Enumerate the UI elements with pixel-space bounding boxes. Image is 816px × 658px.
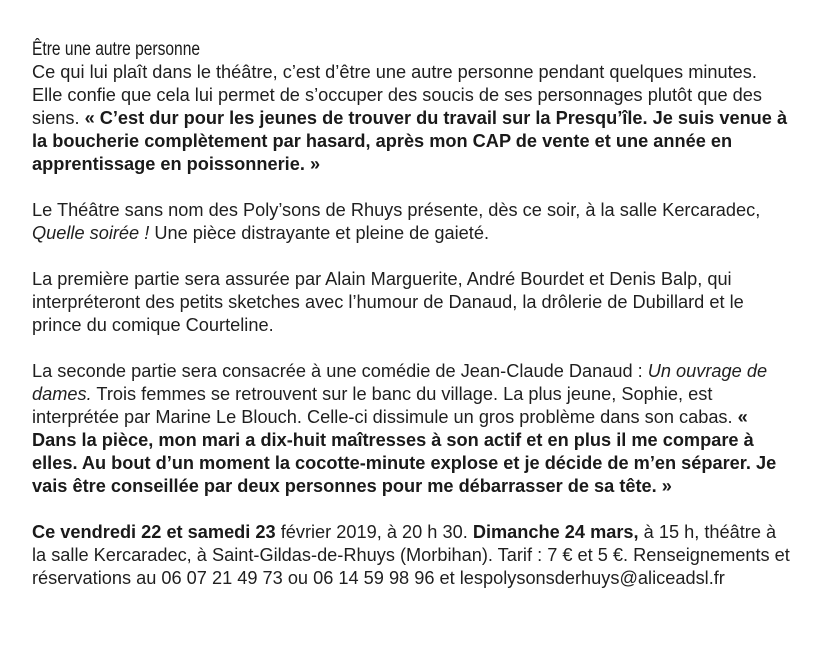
paragraph-interview	[32, 61, 792, 176]
paragraph-text: Le Théâtre sans nom des Poly’sons de Rhuys présente, dès ce soir, à la salle Kercaradec,	[32, 200, 761, 220]
paragraph-presentation	[32, 199, 792, 245]
paragraph-text: Ce qui lui plaît dans le théâtre, c’est d’être une autre personne pendant quelques minutes. Elle confie que cela lui permet de s’occuper des soucis de ses personnages plutôt que des siens.	[32, 62, 762, 128]
paragraph-first-part	[32, 268, 792, 337]
article-body	[32, 38, 792, 613]
quote-bold: « C’est dur pour les jeunes de trouver du travail sur la Presqu’île. Je suis venue à la boucherie complètement par hasard, après mon CAP de vente et une année en apprentissage en poissonnerie. »	[32, 108, 788, 174]
section-heading: Être une autre personne	[32, 39, 201, 60]
paragraph-text: février 2019, à 20 h 30.	[275, 522, 473, 542]
paragraph-text: La seconde partie sera consacrée à une comédie de Jean-Claude Danaud :	[32, 361, 648, 381]
paragraph-text: Trois femmes se retrouvent sur le banc du village. La plus jeune, Sophie, est interprétée par Marine Le Blouch. Celle-ci dissimule un gros problème dans son cabas.	[32, 384, 738, 427]
paragraph-text: La première partie sera assurée par Alain Marguerite, André Bourdet et Denis Balp, qui interpréteront des petits sketches avec l’humour de Danaud, la drôlerie de Dubillard et le prince du comique Courteline.	[32, 269, 744, 335]
sunday-bold: Dimanche 24 mars,	[472, 522, 639, 542]
quote-bold: « Dans la pièce, mon mari a dix-huit maîtresses à son actif et en plus il me compare à elles. Au bout d’un moment la cocotte-minute explose et je décide de m’en séparer. Je vais être conseillée par deux personnes pour me débarrasser de sa tête. »	[32, 407, 777, 496]
paragraph-second-part	[32, 360, 792, 498]
paragraph-text: Une pièce distrayante et pleine de gaieté.	[149, 223, 490, 243]
dates-bold: Ce vendredi 22 et samedi 23	[32, 522, 276, 542]
play-title: Quelle soirée !	[32, 223, 150, 243]
play-title: Un ouvrage de dames.	[32, 361, 768, 404]
paragraph-text: à 15 h, théâtre à la salle Kercaradec, à Saint-Gildas-de-Rhuys (Morbihan). Tarif : 7 € et 5 €. Renseignements et réservations au 06 07 21 49 73 ou 06 14 59 98 96 et lespolysonsderhuys@aliceadsl.fr	[32, 522, 790, 588]
paragraph-practical-info	[32, 521, 792, 590]
